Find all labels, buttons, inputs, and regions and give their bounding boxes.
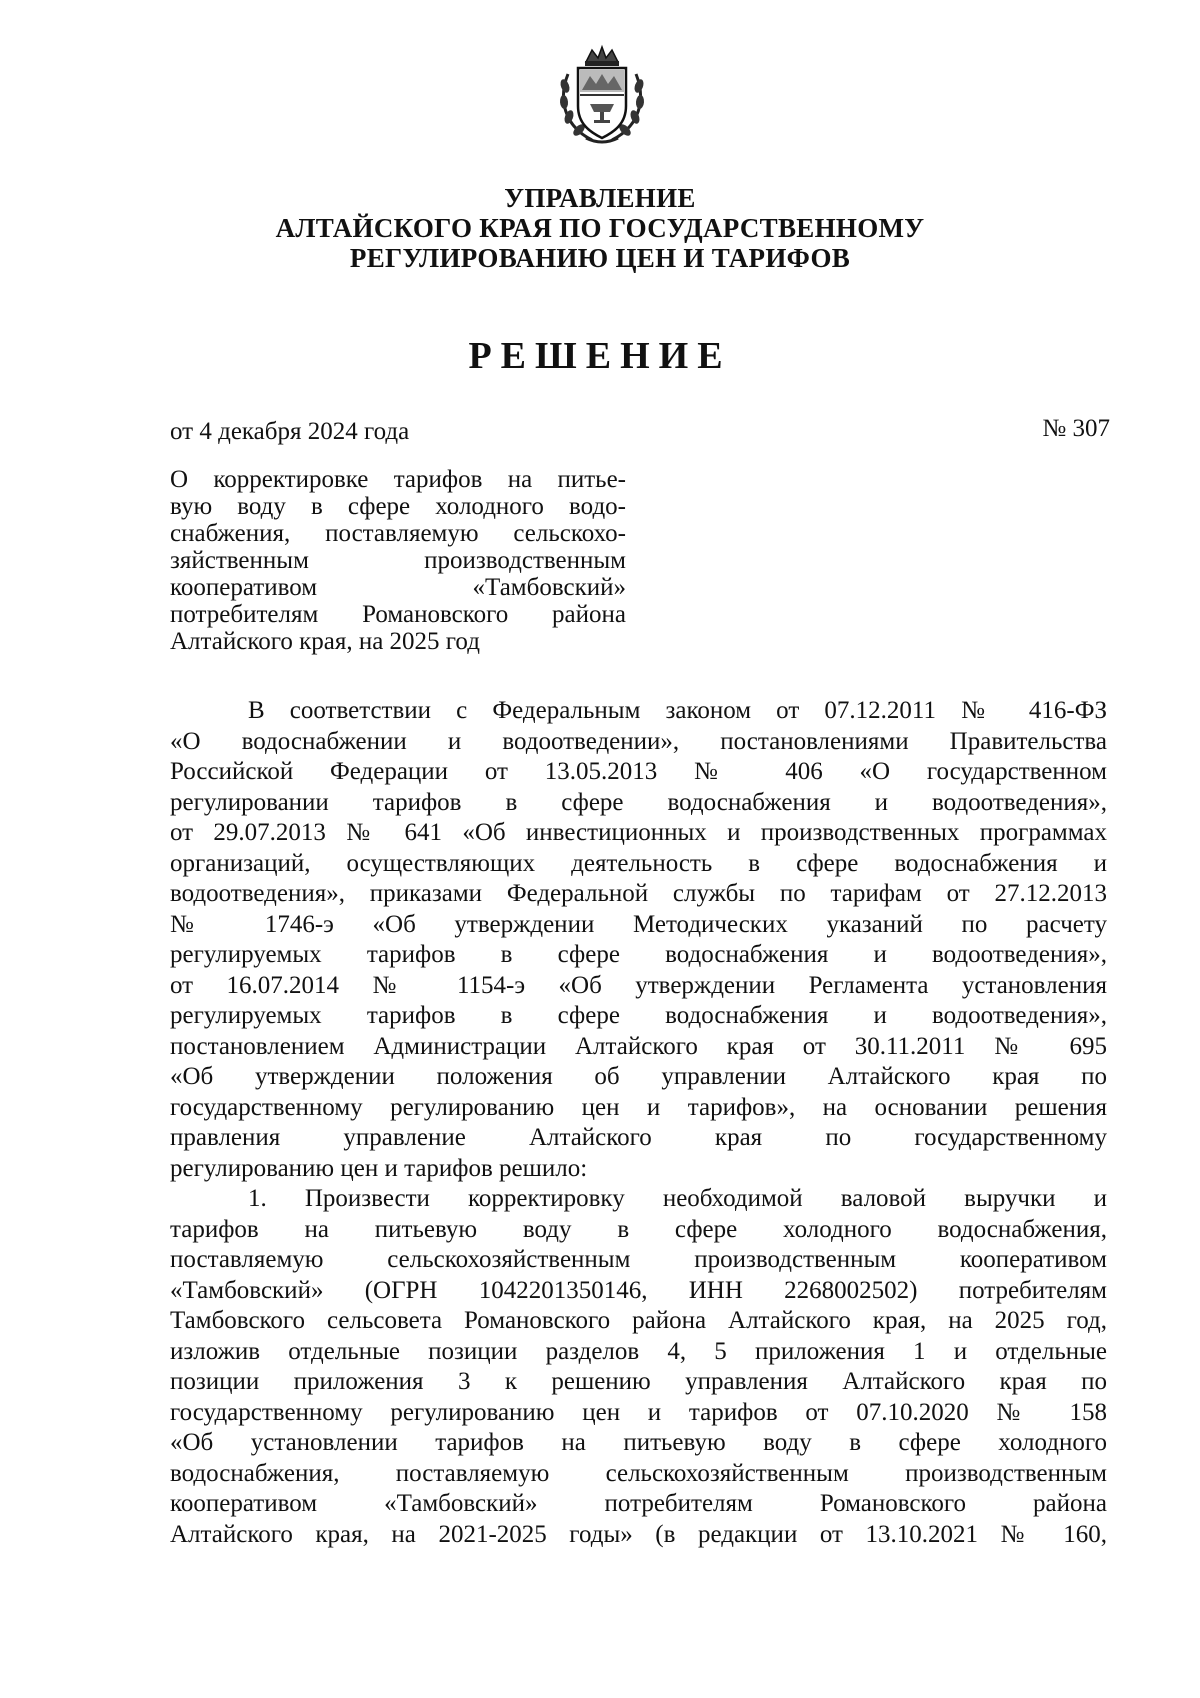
subject-line: кооперативом «Тамбовский» — [170, 574, 626, 601]
subject-line: вую воду в сфере холодного водо- — [170, 493, 626, 520]
body-line: В соответствии с Федеральным законом от 07.12.2011 № 416-ФЗ — [248, 697, 1107, 724]
subject-line: снабжения, поставляемую сельскохо- — [170, 520, 626, 547]
document-body — [170, 696, 1107, 1550]
body-line: кооперативом «Тамбовский» потребителям Романовского района — [170, 1490, 1107, 1517]
subject-line: зяйственным производственным — [170, 547, 626, 574]
body-line: тарифов на питьевую воду в сфере холодного водоснабжения, — [170, 1215, 1107, 1243]
body-line: «Об утверждении положения об управлении Алтайского края по — [170, 1063, 1107, 1090]
body-line: Российской Федерации от 13.05.2013 № 406 «О государственном — [170, 758, 1107, 785]
body-line: правления управление Алтайского края по государственному — [170, 1124, 1107, 1151]
body-line: позиции приложения 3 к решению управления Алтайского края по — [170, 1368, 1107, 1395]
document-subject — [170, 466, 626, 655]
body-line: № 1746-э «Об утверждении Методических указаний по расчету — [170, 910, 1107, 938]
body-line: государственному регулированию цен и тарифов», на основании решения — [170, 1093, 1107, 1121]
preamble-paragraph — [170, 696, 1107, 1184]
body-line: организаций, осуществляющих деятельность в сфере водоснабжения и — [170, 849, 1107, 877]
body-line: регулируемых тарифов в сфере водоснабжения и водоотведения», — [170, 941, 1107, 968]
body-line: «О водоснабжении и водоотведении», постановлениями Правительства — [170, 727, 1107, 755]
org-line-2: АЛТАЙСКОГО КРАЯ ПО ГОСУДАРСТВЕННОМУ — [275, 213, 925, 243]
document-date: от 4 декабря 2024 года — [170, 418, 410, 445]
subject-line: Алтайского края, на 2025 год — [170, 628, 480, 655]
body-line: поставляемую сельскохозяйственным производственным кооперативом — [170, 1246, 1107, 1273]
subject-line: потребителям Романовского района — [170, 601, 626, 628]
coat-of-arms-icon — [556, 44, 648, 146]
org-line-1: УПРАВЛЕНИЕ — [504, 183, 696, 213]
body-line: регулировании тарифов в сфере водоснабжения и водоотведения», — [170, 788, 1107, 816]
subject-line: О корректировке тарифов на питье- — [170, 466, 626, 493]
item-1-paragraph — [170, 1184, 1107, 1550]
body-line: регулированию цен и тарифов решило: — [170, 1154, 588, 1182]
body-line: изложив отдельные позиции разделов 4, 5 приложения 1 и отдельные — [170, 1337, 1107, 1365]
body-line: государственному регулированию цен и тарифов от 07.10.2020 № 158 — [170, 1398, 1107, 1426]
body-line: от 16.07.2014 № 1154-э «Об утверждении Регламента установления — [170, 971, 1107, 999]
body-line: 1. Произвести корректировку необходимой валовой выручки и — [248, 1185, 1107, 1212]
body-line: постановлением Администрации Алтайского края от 30.11.2011 № 695 — [170, 1032, 1107, 1060]
org-line-3: РЕГУЛИРОВАНИЮ ЦЕН И ТАРИФОВ — [349, 243, 851, 273]
document-title: РЕШЕНИЕ — [468, 335, 732, 377]
body-line: регулируемых тарифов в сфере водоснабжения и водоотведения», — [170, 1002, 1107, 1029]
body-line: водоснабжения, поставляемую сельскохозяйственным производственным — [170, 1459, 1107, 1487]
body-line: «Тамбовский» (ОГРН 1042201350146, ИНН 2268002502) потребителям — [170, 1276, 1107, 1304]
body-line: Алтайского края, на 2021-2025 годы» (в редакции от 13.10.2021 № 160, — [170, 1520, 1107, 1548]
document-number: № 307 — [1042, 415, 1110, 442]
body-line: «Об установлении тарифов на питьевую воду в сфере холодного — [170, 1429, 1107, 1456]
organization-name — [250, 183, 950, 273]
body-line: Тамбовского сельсовета Романовского района Алтайского края, на 2025 год, — [170, 1307, 1107, 1334]
body-line: водоотведения», приказами Федеральной службы по тарифам от 27.12.2013 — [170, 880, 1107, 907]
body-line: от 29.07.2013 № 641 «Об инвестиционных и производственных программах — [170, 819, 1107, 846]
